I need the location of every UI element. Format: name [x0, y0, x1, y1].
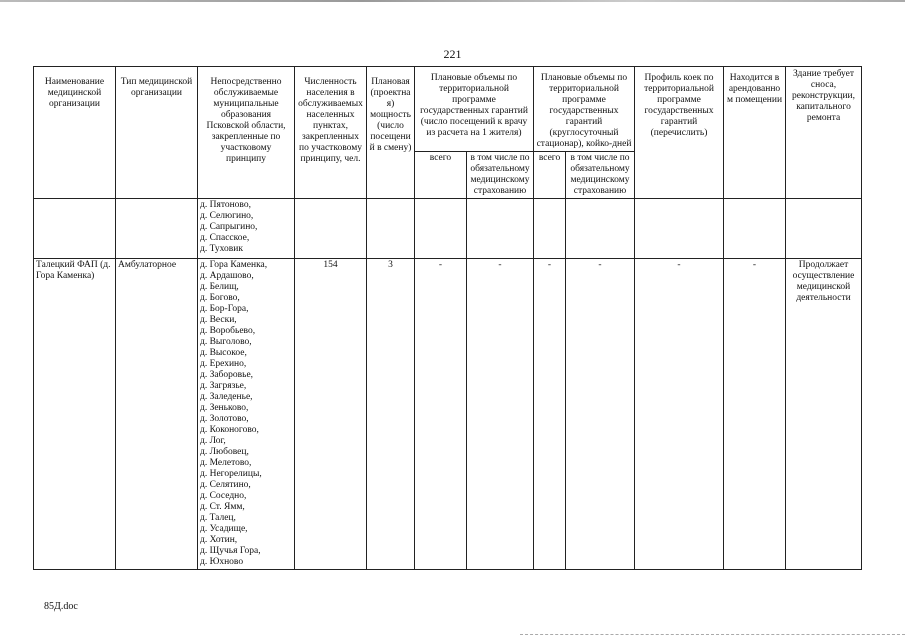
col-building: Здание требует сноса, реконструкции, капитального ремонта	[786, 67, 862, 199]
medical-organizations-table	[33, 66, 862, 570]
col-planned-ambulatory: Плановые объемы по территориальной программе государственных гарантий (число посещений к врачу из расчета на 1 жителя)	[415, 67, 534, 152]
amb-oms-value: -	[467, 259, 534, 570]
col-population: Численность населения в обслуживаемых населенных пунктах, закрепленных по участковому принципу, чел.	[295, 67, 367, 199]
continuation-villages: д. Пятоново, д. Селюгино, д. Сапрыгино, д. Спасское, д. Туховик	[198, 199, 295, 259]
capacity-value: 3	[367, 259, 415, 570]
scan-edge-bottom	[520, 634, 905, 636]
col-beds-profile: Профиль коек по территориальной программе государственных гарантий (перечислить)	[635, 67, 724, 199]
col-rented: Находится в арендованном помещении	[724, 67, 786, 199]
col-org-type: Тип медицинской организации	[116, 67, 198, 199]
rented-value: -	[724, 259, 786, 570]
table-row	[34, 259, 862, 570]
col-municipalities: Непосредственно обслуживаемые муниципальные образования Псковской области, закрепленные по участковому принципу	[198, 67, 295, 199]
sub-amb-total: всего	[415, 152, 467, 199]
inp-total-value: -	[534, 259, 566, 570]
page-number: 221	[443, 47, 462, 61]
amb-total-value: -	[415, 259, 467, 570]
population-value: 154	[295, 259, 367, 570]
org-name: Талецкий ФАП (д. Гора Каменка)	[34, 259, 116, 570]
beds-profile-value: -	[635, 259, 724, 570]
sub-amb-oms: в том числе по обязательному медицинскому страхованию	[467, 152, 534, 199]
sub-inp-oms: в том числе по обязательному медицинскому страхованию	[566, 152, 635, 199]
village-list: д. Гора Каменка, д. Ардашово, д. Белищ, д. Богово, д. Бор-Гора, д. Вески, д. Воробьево, д. Выголово, д. Высокое, д. Ерехино, д. Заборовье, д. Загрязье, д. Заледенье, д. Зеньково, д. Золотово, д. Коконогово, д. Лог, д. Любовец, д. Мелетово, д. Негорелицы, д. Селятино, д. Соседно, д. Ст. Ямм, д. Талец, д. Усадище, д. Хотин, д. Щучья Гора, д. Юхново	[198, 259, 295, 570]
col-planned-inpatient: Плановые объемы по территориальной программе государственных гарантий (круглосуточный стационар), койко-дней	[534, 67, 635, 152]
org-type: Амбулаторное	[116, 259, 198, 570]
col-capacity: Плановая (проектная) мощность (число посещений в смену)	[367, 67, 415, 199]
header-row-1	[34, 67, 862, 152]
building-status: Продолжает осуществление медицинской деятельности	[786, 259, 862, 570]
inp-oms-value: -	[566, 259, 635, 570]
continuation-row	[34, 199, 862, 259]
sub-inp-total: всего	[534, 152, 566, 199]
scan-edge-top	[0, 0, 905, 2]
col-org-name: Наименование медицинской организации	[34, 67, 116, 199]
footer-filename: 85Д.doc	[44, 601, 78, 612]
